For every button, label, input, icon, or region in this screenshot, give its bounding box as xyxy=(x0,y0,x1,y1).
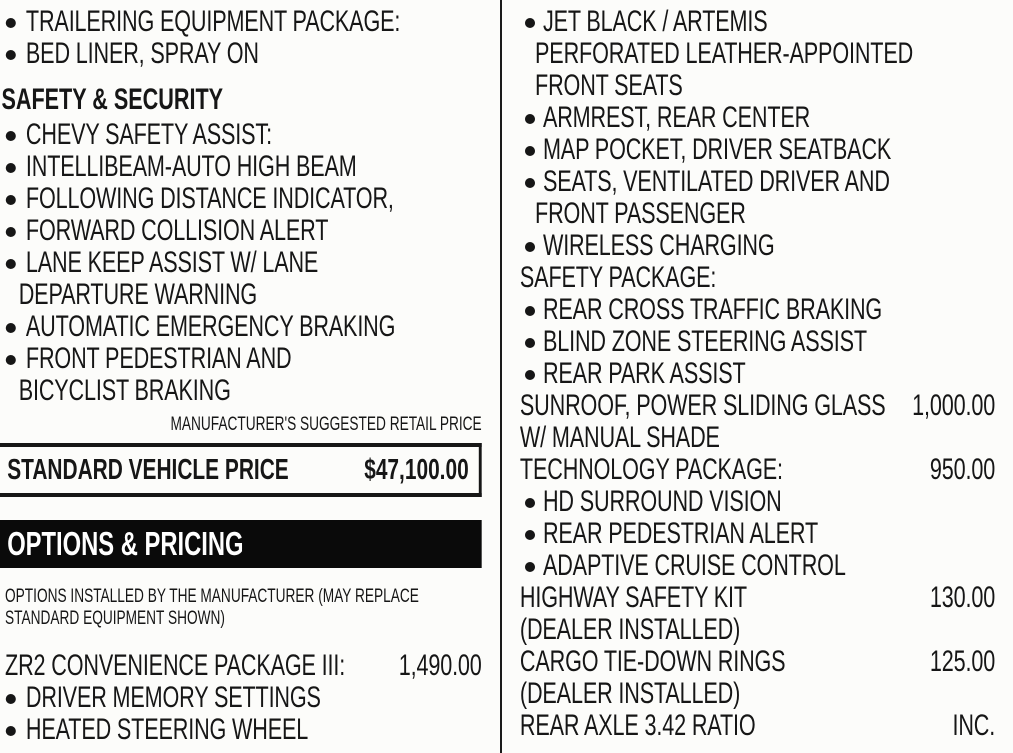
line-text: FRONT PEDESTRIAN AND xyxy=(25,342,292,375)
line-text: LANE KEEP ASSIST W/ LANE xyxy=(25,246,319,279)
line-text: INTELLIBEAM-AUTO HIGH BEAM xyxy=(25,150,357,183)
line-text: HIGHWAY SAFETY KIT xyxy=(519,581,747,614)
line-text: ZR2 CONVENIENCE PACKAGE III: xyxy=(5,649,346,682)
line-item xyxy=(0,183,482,215)
section-heading xyxy=(0,81,482,119)
line-text: JET BLACK / ARTEMIS xyxy=(542,5,768,38)
bullet-icon xyxy=(525,370,535,380)
line-text: BICYCLIST BRAKING xyxy=(18,374,231,407)
line-item xyxy=(512,262,995,294)
line-item xyxy=(512,710,995,742)
line-item xyxy=(0,151,482,183)
line-item xyxy=(0,215,482,247)
bullet-icon xyxy=(6,18,16,28)
line-text: REAR PEDESTRIAN ALERT xyxy=(542,517,819,550)
line-text: ADAPTIVE CRUISE CONTROL xyxy=(542,549,846,582)
line-text: HEATED STEERING WHEEL xyxy=(25,713,309,746)
line-text: SUNROOF, POWER SLIDING GLASS xyxy=(519,389,886,422)
line-item xyxy=(0,6,482,38)
bullet-icon xyxy=(525,114,535,124)
line-item xyxy=(0,38,482,70)
line-price: 125.00 xyxy=(929,645,996,678)
options-note xyxy=(0,586,482,629)
line-text: FRONT PASSENGER xyxy=(535,197,746,230)
line-text: SAFETY & SECURITY xyxy=(1,83,224,116)
line-item xyxy=(512,166,995,198)
line-text: REAR AXLE 3.42 RATIO xyxy=(519,709,756,742)
bullet-icon xyxy=(525,178,535,188)
line-item xyxy=(0,311,482,343)
bullet-icon xyxy=(6,259,16,269)
line-text: DEPARTURE WARNING xyxy=(18,278,258,311)
column-divider xyxy=(500,0,502,753)
bullet-icon xyxy=(6,195,16,205)
line-price: 130.00 xyxy=(929,581,996,614)
bullet-icon xyxy=(6,163,16,173)
bullet-icon xyxy=(525,146,535,156)
line-item xyxy=(512,38,995,70)
bullet-icon xyxy=(525,530,535,540)
right-column xyxy=(512,0,995,742)
standard-vehicle-price-label: STANDARD VEHICLE PRICE xyxy=(7,453,289,486)
bullet-icon xyxy=(6,131,16,141)
line-text: CARGO TIE-DOWN RINGS xyxy=(519,645,786,678)
line-text: HD SURROUND VISION xyxy=(542,485,782,518)
line-item xyxy=(512,230,995,262)
line-item xyxy=(0,279,482,311)
line-item xyxy=(512,358,995,390)
line-price: 950.00 xyxy=(929,453,996,486)
line-item xyxy=(0,375,482,407)
options-list-left xyxy=(0,650,482,746)
standard-vehicle-price-value: $47,100.00 xyxy=(364,453,469,486)
line-item xyxy=(512,422,995,454)
line-price: 1,490.00 xyxy=(398,649,482,682)
line-price: INC. xyxy=(952,709,996,742)
line-text: PERFORATED LEATHER-APPOINTED xyxy=(535,37,914,70)
bullet-icon xyxy=(525,498,535,508)
line-item xyxy=(512,678,995,710)
line-item xyxy=(512,390,995,422)
bullet-icon xyxy=(6,323,16,333)
line-text: SEATS, VENTILATED DRIVER AND xyxy=(542,165,890,198)
options-note-line: STANDARD EQUIPMENT SHOWN) xyxy=(5,607,225,629)
line-item xyxy=(0,650,482,682)
options-pricing-section-header: OPTIONS & PRICING xyxy=(0,520,482,568)
line-item xyxy=(512,70,995,102)
line-item xyxy=(512,550,995,582)
line-item xyxy=(0,247,482,279)
line-text: W/ MANUAL SHADE xyxy=(519,421,720,454)
line-text: BED LINER, SPRAY ON xyxy=(25,37,259,70)
line-price: 1,000.00 xyxy=(912,389,996,422)
line-item xyxy=(512,102,995,134)
bullet-icon xyxy=(6,355,16,365)
line-text: REAR PARK ASSIST xyxy=(542,357,746,390)
line-text: TRAILERING EQUIPMENT PACKAGE: xyxy=(25,5,401,38)
bullet-icon xyxy=(6,726,16,736)
bullet-icon xyxy=(525,306,535,316)
msrp-caption: MANUFACTURER'S SUGGESTED RETAIL PRICE xyxy=(170,414,482,435)
line-item xyxy=(0,714,482,746)
standard-vehicle-price-box xyxy=(0,443,482,497)
line-text: DRIVER MEMORY SETTINGS xyxy=(25,681,321,714)
line-item xyxy=(512,614,995,646)
line-item xyxy=(0,682,482,714)
options-list-right xyxy=(512,6,995,742)
line-text: ARMREST, REAR CENTER xyxy=(542,101,811,134)
line-item xyxy=(512,486,995,518)
line-item xyxy=(512,6,995,38)
bullet-icon xyxy=(525,338,535,348)
line-text: CHEVY SAFETY ASSIST: xyxy=(25,118,272,151)
bullet-icon xyxy=(6,227,16,237)
line-item xyxy=(512,326,995,358)
line-text: WIRELESS CHARGING xyxy=(542,229,775,262)
bullet-icon xyxy=(525,242,535,252)
line-text: FOLLOWING DISTANCE INDICATOR, xyxy=(25,182,394,215)
line-text: FRONT SEATS xyxy=(535,69,683,102)
line-item xyxy=(512,582,995,614)
line-text: REAR CROSS TRAFFIC BRAKING xyxy=(542,293,883,326)
line-item xyxy=(0,343,482,375)
standard-equipment-list xyxy=(0,6,482,407)
line-item xyxy=(512,134,995,166)
line-text: AUTOMATIC EMERGENCY BRAKING xyxy=(25,310,396,343)
options-note-line: OPTIONS INSTALLED BY THE MANUFACTURER (MAY REPLACE xyxy=(5,586,419,607)
line-text: FORWARD COLLISION ALERT xyxy=(25,214,329,247)
line-item xyxy=(512,518,995,550)
line-item xyxy=(512,198,995,230)
line-item xyxy=(512,294,995,326)
bullet-icon xyxy=(525,18,535,28)
line-item xyxy=(512,454,995,486)
line-text: TECHNOLOGY PACKAGE: xyxy=(519,453,783,486)
bullet-icon xyxy=(525,562,535,572)
line-text: MAP POCKET, DRIVER SEATBACK xyxy=(542,133,892,166)
line-item xyxy=(0,119,482,151)
line-item xyxy=(512,646,995,678)
line-text: SAFETY PACKAGE: xyxy=(519,261,717,294)
left-column xyxy=(0,0,482,746)
line-text: (DEALER INSTALLED) xyxy=(519,613,741,646)
line-text: BLIND ZONE STEERING ASSIST xyxy=(542,325,867,358)
bullet-icon xyxy=(6,694,16,704)
line-text: (DEALER INSTALLED) xyxy=(519,677,741,710)
bullet-icon xyxy=(6,50,16,60)
